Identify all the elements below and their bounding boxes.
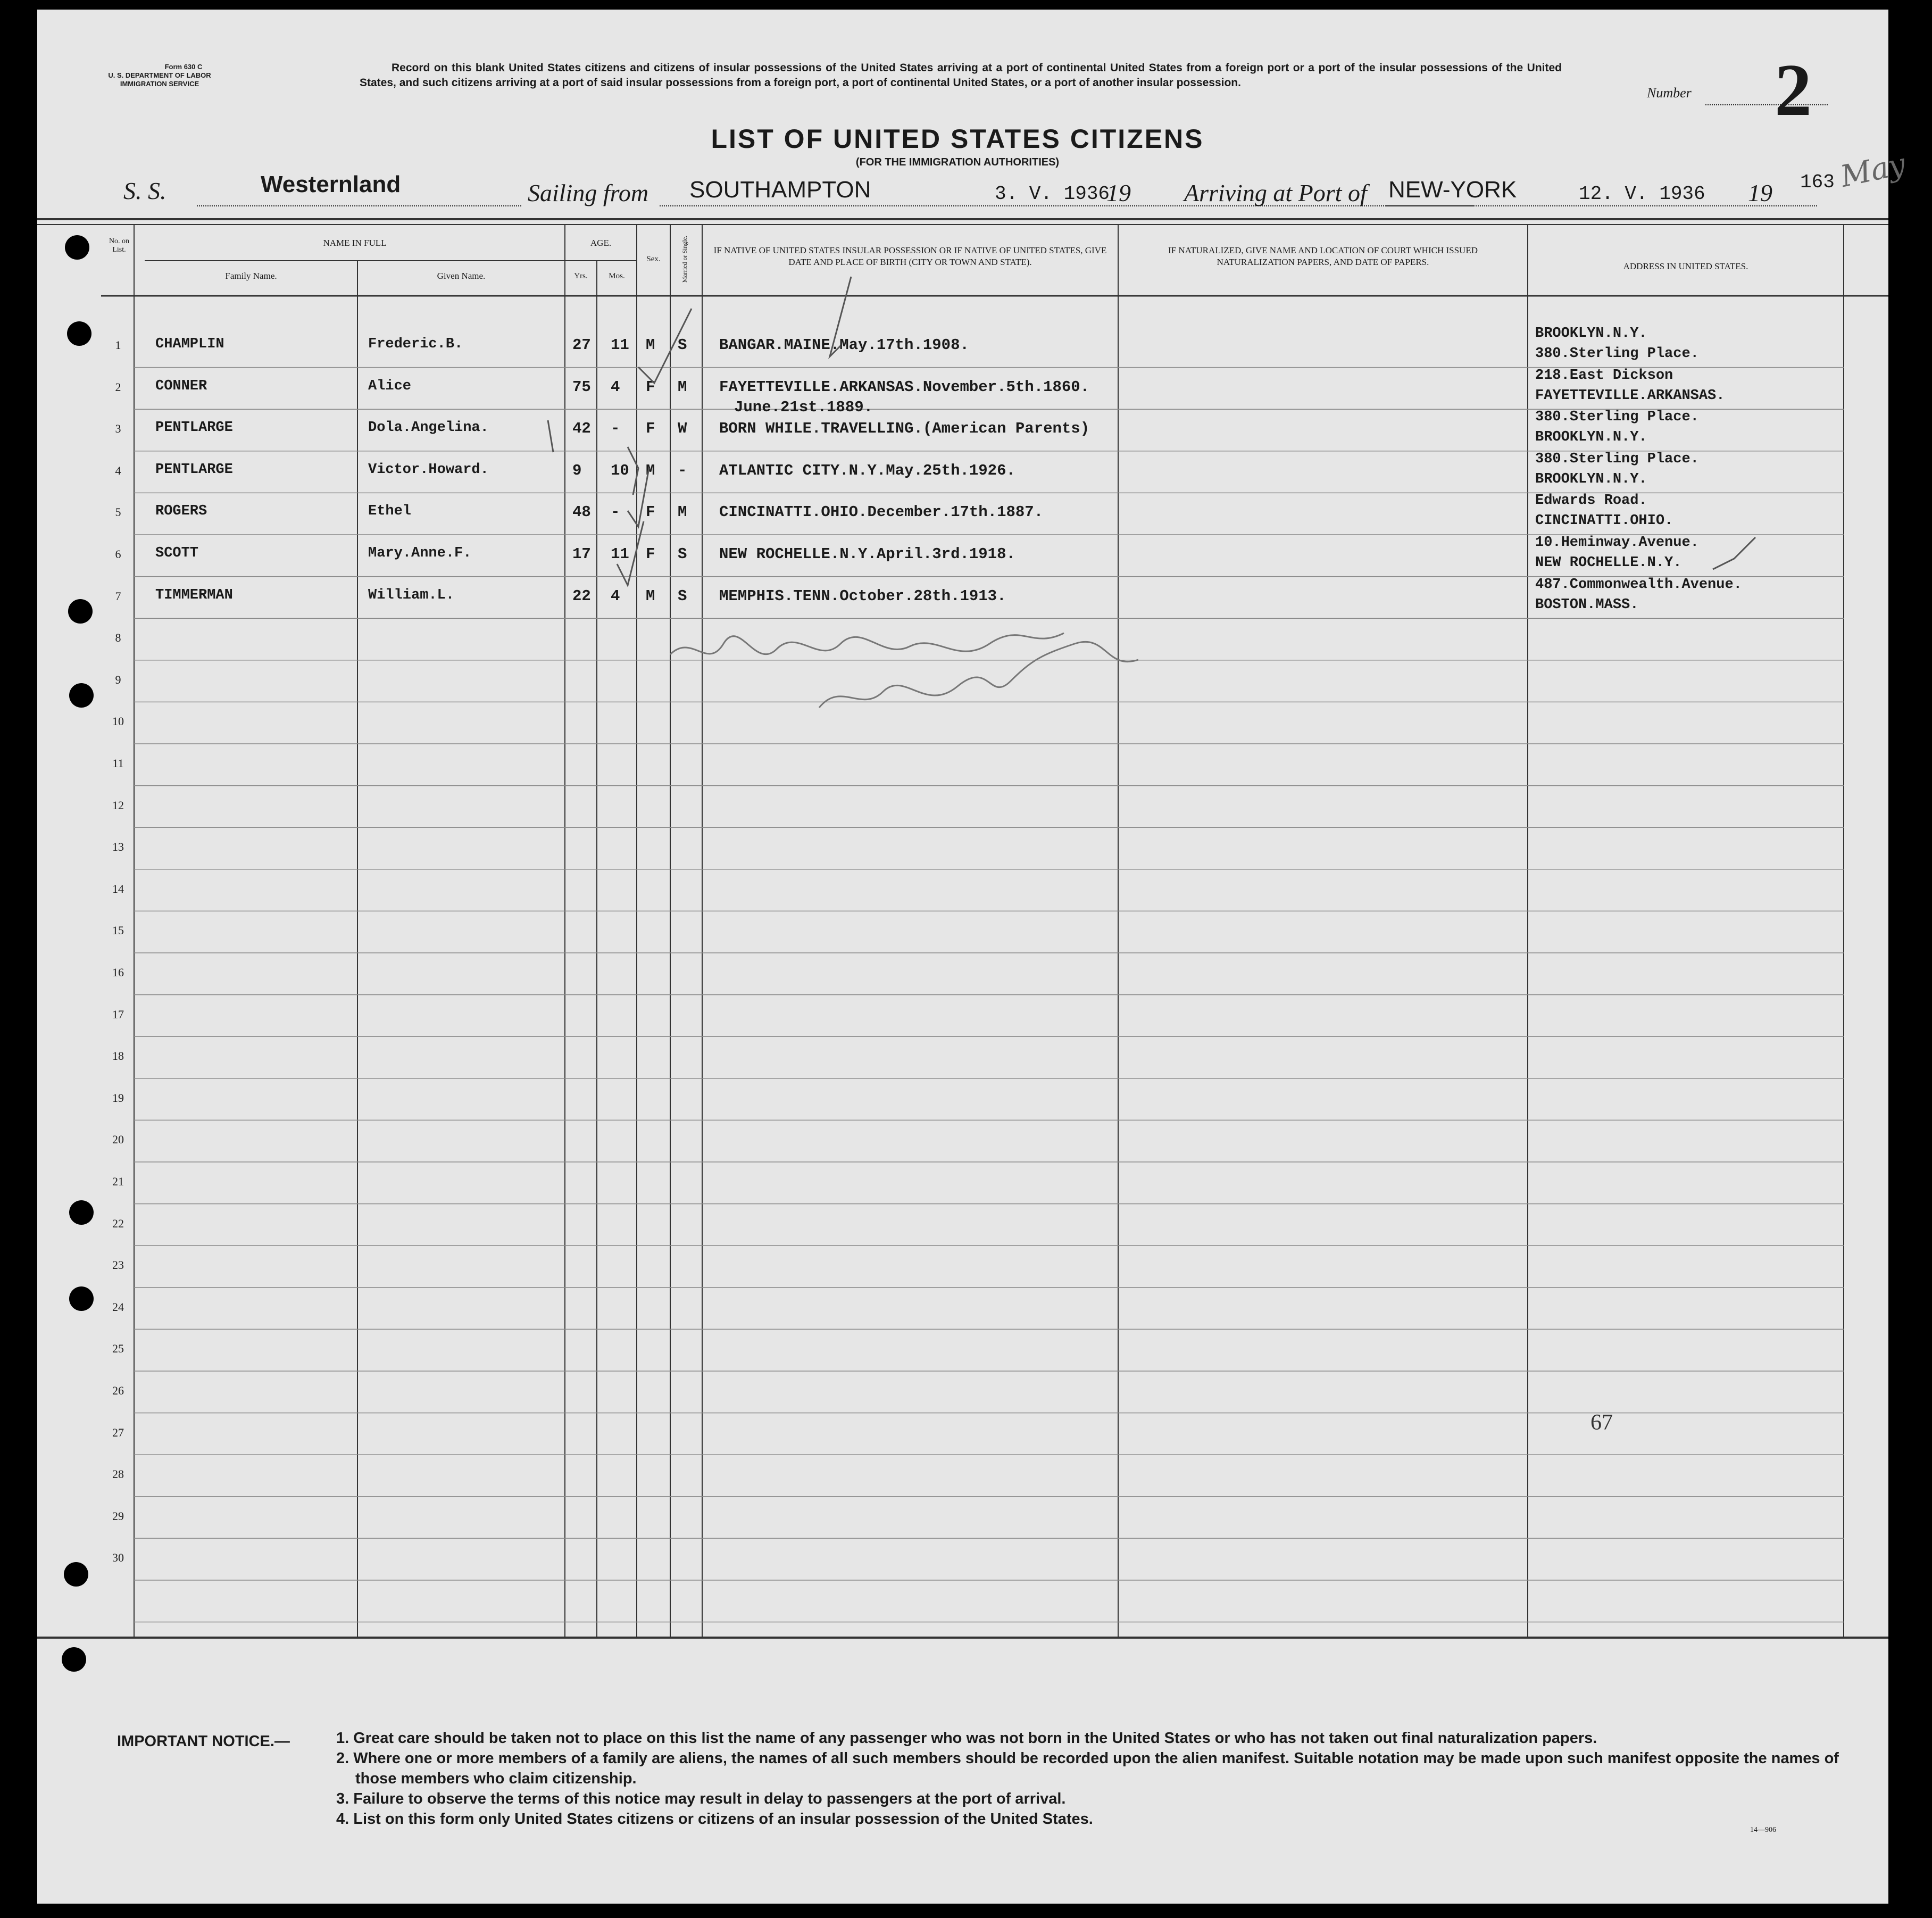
row-family-name: ROGERS	[155, 503, 207, 520]
row-address-line: 380.Sterling Place.	[1535, 451, 1699, 467]
row-family-name: PENTLARGE	[155, 461, 233, 478]
row-given-name: Victor.Howard.	[368, 461, 489, 478]
col-sex: Sex.	[646, 255, 661, 263]
row-age-years: 75	[572, 378, 591, 396]
row-age-years: 22	[572, 587, 591, 605]
notice-item-1: 1. Great care should be taken not to place on this list the name of any passenger who was not born in the United States or who has not taken out final naturalization papers.	[336, 1730, 1597, 1747]
row-age-years: 17	[572, 545, 591, 563]
col-given-name: Given Name.	[437, 271, 486, 281]
row-number: 13	[112, 840, 124, 854]
row-marital-status: W	[678, 420, 687, 438]
row-number: 16	[112, 966, 124, 979]
row-number: 26	[112, 1384, 124, 1397]
ss-label: S. S.	[123, 177, 166, 204]
stamp-67: 67	[1590, 1410, 1613, 1435]
col-married: Married or Single.	[681, 235, 688, 283]
row-sex: F	[646, 503, 655, 521]
row-sex: F	[646, 378, 655, 396]
row-number: 1	[115, 338, 121, 352]
row-given-name: Dola.Angelina.	[368, 420, 489, 436]
row-family-name: SCOTT	[155, 545, 199, 561]
notice-heading: IMPORTANT NOTICE.—	[117, 1733, 290, 1750]
row-address-line: 218.East Dickson	[1535, 367, 1673, 384]
row-marital-status: S	[678, 545, 687, 563]
row-marital-status: M	[678, 503, 687, 521]
row-given-name: Frederic.B.	[368, 336, 463, 352]
row-number: 9	[115, 672, 121, 686]
col-name-in-full: NAME IN FULL	[323, 238, 387, 248]
row-number: 14	[112, 882, 124, 895]
row-address-line: 380.Sterling Place.	[1535, 409, 1699, 426]
row-number: 4	[115, 463, 121, 477]
row-number: 7	[115, 589, 121, 603]
row-sex: M	[646, 336, 655, 354]
form-number: Form 630 C	[164, 63, 203, 71]
row-address-line: BROOKLYN.N.Y.	[1535, 429, 1647, 446]
row-given-name: Ethel	[368, 503, 412, 520]
row-address-line: NEW ROCHELLE.N.Y.	[1535, 555, 1682, 571]
row-address-line: CINCINATTI.OHIO.	[1535, 513, 1673, 529]
row-age-years: 27	[572, 336, 591, 354]
row-number: 22	[112, 1216, 124, 1230]
row-number: 27	[112, 1425, 124, 1439]
handwritten-note-top: May	[1837, 146, 1909, 195]
col-yrs: Yrs.	[574, 272, 588, 280]
row-number: 29	[112, 1509, 124, 1523]
row-sex: M	[646, 461, 655, 479]
footer-code: 14—906	[1750, 1826, 1776, 1834]
row-number: 5	[115, 505, 121, 519]
row-family-name: PENTLARGE	[155, 420, 233, 436]
col-no: No. on List.	[109, 237, 130, 254]
row-marital-status: M	[678, 378, 687, 396]
number-label: Number	[1647, 85, 1692, 101]
page-stamp: 163	[1800, 171, 1835, 193]
row-birth-info: FAYETTEVILLE.ARKANSAS.November.5th.1860.	[719, 378, 1090, 396]
row-age-months: -	[611, 420, 620, 438]
page-subtitle: (FOR THE IMMIGRATION AUTHORITIES)	[855, 156, 1060, 168]
row-number: 25	[112, 1342, 124, 1356]
row-address-line: BROOKLYN.N.Y.	[1535, 326, 1647, 342]
sailing-label: Sailing from	[528, 179, 649, 206]
notice-item-2: 2. Where one or more members of a family are aliens, the names of all such members should be recorded upon the alien manifest. Suitable notation may be made upon such manifest opposite the names of those members who claim citizenship.	[336, 1750, 1839, 1787]
row-age-months: -	[611, 503, 620, 521]
row-address-line: BOSTON.MASS.	[1535, 596, 1639, 613]
row-number: 20	[112, 1133, 124, 1147]
arrival-port: NEW-YORK	[1388, 177, 1517, 203]
row-given-name: Alice	[368, 378, 412, 394]
row-number: 23	[112, 1258, 124, 1272]
row-birth-info: ATLANTIC CITY.N.Y.May.25th.1926.	[719, 461, 1015, 479]
arriving-label: Arriving at Port of	[1184, 179, 1367, 206]
row-number: 12	[112, 798, 124, 812]
arrival-date: 12. V. 1936	[1579, 183, 1705, 205]
sailing-date: 3. V. 1936	[995, 183, 1110, 205]
row-age-months: 11	[611, 336, 629, 354]
row-age-months: 11	[611, 545, 629, 563]
row-marital-status: -	[678, 461, 687, 479]
col-naturalized: IF NATURALIZED, GIVE NAME AND LOCATION OF COURT WHICH ISSUED NATURALIZATION PAPERS, AND DATE OF PAPERS.	[1168, 245, 1478, 267]
row-number: 24	[112, 1300, 124, 1314]
col-mos: Mos.	[609, 272, 625, 280]
row-number: 17	[112, 1007, 124, 1021]
col-family-name: Family Name.	[225, 271, 277, 281]
row-number: 2	[115, 380, 121, 394]
year-prefix-2: 19	[1748, 179, 1772, 206]
row-number: 18	[112, 1049, 124, 1063]
department: U. S. DEPARTMENT OF LABOR	[108, 71, 211, 79]
row-number: 21	[112, 1175, 124, 1188]
row-number: 3	[115, 422, 121, 436]
row-number: 19	[112, 1091, 124, 1105]
row-marital-status: S	[678, 587, 687, 605]
row-address-line: Edwards Road.	[1535, 493, 1647, 509]
col-age: AGE.	[590, 238, 612, 248]
row-birth-info: CINCINATTI.OHIO.December.17th.1887.	[719, 503, 1044, 521]
row-number: 10	[112, 715, 124, 728]
row-number: 28	[112, 1467, 124, 1481]
row-address-line: 10.Heminway.Avenue.	[1535, 535, 1699, 551]
row-sex: F	[646, 545, 655, 563]
page-title: LIST OF UNITED STATES CITIZENS	[711, 124, 1204, 154]
row-number: 8	[115, 631, 121, 645]
row-number: 30	[112, 1551, 124, 1565]
notice-item-4: 4. List on this form only United States citizens or citizens of an insular possession of the United States.	[336, 1811, 1093, 1828]
row-sex: M	[646, 587, 655, 605]
row-birth-info: MEMPHIS.TENN.October.28th.1913.	[719, 587, 1006, 605]
row-family-name: CONNER	[155, 378, 207, 394]
row-family-name: CHAMPLIN	[155, 336, 224, 352]
row-age-years: 9	[572, 461, 582, 479]
row-sex: F	[646, 420, 655, 438]
row-given-name: William.L.	[368, 587, 455, 603]
record-instruction: Record on this blank United States citizens and citizens of insular possessions of the United States arriving at a port of continental United States from a foreign port or a port of the insular possessions of the United States, and such citizens arriving at a port of said insular possessions from a foreign port, a port of continental United States, or a port of another insular possession.	[360, 62, 1562, 89]
row-age-months: 10	[611, 461, 629, 479]
row-birth-info: BANGAR.MAINE.May.17th.1908.	[719, 336, 969, 354]
col-birth: IF NATIVE OF UNITED STATES INSULAR POSSESSION OR IF NATIVE OF UNITED STATES, GIVE DATE AND PLACE OF BIRTH (CITY OR TOWN AND STATE).	[713, 245, 1107, 267]
row-marital-status: S	[678, 336, 687, 354]
row-birth-info: BORN WHILE.TRAVELLING.(American Parents)	[719, 420, 1090, 438]
service: IMMIGRATION SERVICE	[120, 80, 199, 88]
row-birth-info: NEW ROCHELLE.N.Y.April.3rd.1918.	[719, 545, 1015, 563]
sailing-port: SOUTHAMPTON	[689, 177, 871, 203]
row-age-years: 42	[572, 420, 591, 438]
important-notice	[117, 1728, 1846, 1829]
ship-name: Westernland	[261, 171, 401, 197]
row-address-line: BROOKLYN.N.Y.	[1535, 471, 1647, 487]
year-prefix-1: 19	[1106, 179, 1131, 206]
row-age-years: 48	[572, 503, 591, 521]
row-address-line: 487.Commonwealth.Avenue.	[1535, 576, 1742, 593]
row-number: 15	[112, 924, 124, 937]
row-age-months: 4	[611, 378, 620, 396]
row-number: 11	[112, 757, 124, 770]
col-address: ADDRESS IN UNITED STATES.	[1623, 261, 1748, 271]
row-address-line: 380.Sterling Place.	[1535, 346, 1699, 362]
row-given-name: Mary.Anne.F.	[368, 545, 472, 561]
row-birth-date: June.21st.1889.	[734, 398, 873, 417]
row-age-months: 4	[611, 587, 620, 605]
row-family-name: TIMMERMAN	[155, 587, 233, 603]
row-number: 6	[115, 547, 121, 561]
notice-item-3: 3. Failure to observe the terms of this notice may result in delay to passengers at the port of arrival.	[336, 1790, 1066, 1807]
row-address-line: FAYETTEVILLE.ARKANSAS.	[1535, 387, 1725, 404]
number-value: 2	[1775, 49, 1812, 131]
